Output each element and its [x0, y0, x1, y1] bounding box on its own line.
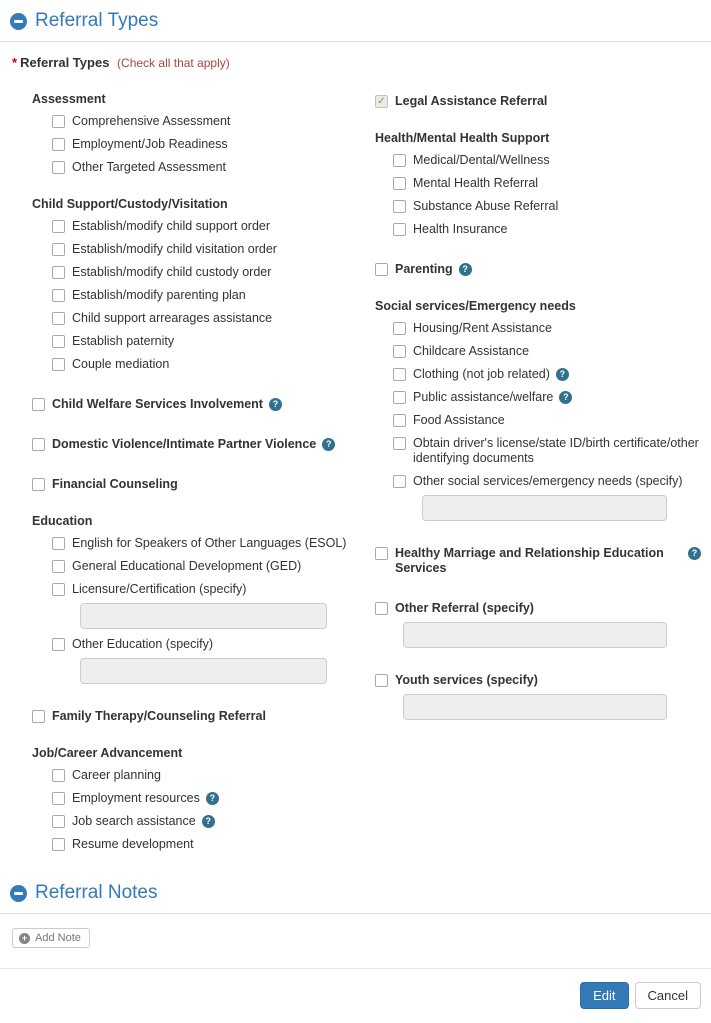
help-icon[interactable]: ? — [459, 263, 472, 276]
checkbox-label: Establish/modify child custody order — [72, 265, 272, 279]
checkbox-item — [375, 436, 701, 466]
checkbox[interactable] — [52, 138, 65, 151]
checkbox-label: Legal Assistance Referral — [395, 94, 548, 108]
checkbox-label: Other Targeted Assessment — [72, 160, 227, 174]
group-heading: Child Support/Custody/Visitation — [32, 197, 228, 211]
section-title: Referral Types — [35, 10, 159, 31]
help-icon[interactable]: ? — [322, 438, 335, 451]
checkbox-item — [32, 357, 375, 372]
checkbox-item — [375, 474, 701, 521]
checkbox-item — [32, 837, 375, 852]
specify-input[interactable] — [422, 495, 667, 521]
checkbox[interactable] — [52, 537, 65, 550]
form-footer — [0, 968, 711, 1023]
checkbox[interactable] — [393, 177, 406, 190]
checkbox[interactable] — [52, 583, 65, 596]
checkbox-item — [375, 321, 701, 336]
checkbox-label: General Educational Development (GED) — [72, 559, 302, 573]
checkbox-label: Parenting — [395, 262, 453, 276]
checkbox[interactable] — [52, 115, 65, 128]
checkbox-label: Housing/Rent Assistance — [413, 321, 552, 335]
checkbox-item — [375, 176, 701, 191]
checkbox-item — [375, 153, 701, 168]
checkbox-label: Family Therapy/Counseling Referral — [52, 709, 266, 723]
checkbox[interactable] — [52, 312, 65, 325]
group-heading: Social services/Emergency needs — [375, 299, 576, 313]
checkbox[interactable] — [52, 161, 65, 174]
checkbox[interactable] — [375, 547, 388, 560]
collapse-icon[interactable] — [10, 13, 27, 30]
checkbox-label: English for Speakers of Other Languages (ESOL) — [72, 536, 347, 550]
checkbox[interactable] — [393, 154, 406, 167]
checkbox-item — [32, 536, 375, 551]
checkbox[interactable]: ✓ — [375, 95, 388, 108]
checkbox-item — [375, 546, 701, 576]
checkbox-label: Food Assistance — [413, 413, 505, 427]
edit-button[interactable]: Edit — [580, 982, 628, 1009]
checkbox[interactable] — [52, 335, 65, 348]
cancel-button[interactable]: Cancel — [635, 982, 701, 1009]
checkbox-label: Clothing (not job related) — [413, 367, 550, 381]
help-icon[interactable]: ? — [559, 391, 572, 404]
checkbox-label: Job search assistance — [72, 814, 196, 828]
help-icon[interactable]: ? — [202, 815, 215, 828]
checkbox-label: Other Education (specify) — [72, 637, 214, 651]
checkbox-label: Child support arrearages assistance — [72, 311, 273, 325]
checkbox-label: Other Referral (specify) — [395, 601, 534, 615]
checkbox[interactable] — [393, 368, 406, 381]
help-icon[interactable]: ? — [206, 792, 219, 805]
checkbox[interactable] — [393, 391, 406, 404]
checkbox-item — [32, 265, 375, 280]
field-label: Referral Types — [20, 55, 110, 70]
checkbox-label: Substance Abuse Referral — [413, 199, 559, 213]
checkbox-item — [375, 390, 701, 405]
section-header-referral-notes — [0, 872, 711, 914]
checkbox[interactable] — [52, 358, 65, 371]
help-icon[interactable]: ? — [269, 398, 282, 411]
checkbox-label: Healthy Marriage and Relationship Education Services — [395, 546, 664, 575]
checkbox-item — [32, 637, 375, 684]
checkbox[interactable] — [52, 815, 65, 828]
specify-input[interactable] — [80, 603, 327, 629]
checkbox-label: Childcare Assistance — [413, 344, 530, 358]
checkbox-item — [32, 709, 375, 724]
required-field-row — [12, 55, 701, 70]
checkbox-item — [32, 814, 375, 829]
checkbox[interactable] — [32, 438, 45, 451]
checkbox-item — [375, 199, 701, 214]
checkbox-label: Establish/modify child visitation order — [72, 242, 277, 256]
checkbox[interactable] — [52, 792, 65, 805]
checkbox-item — [32, 397, 375, 412]
checkbox[interactable] — [52, 266, 65, 279]
checkbox[interactable] — [32, 478, 45, 491]
checkbox[interactable] — [375, 674, 388, 687]
checkbox-item — [375, 344, 701, 359]
checkbox-label: Comprehensive Assessment — [72, 114, 231, 128]
required-asterisk: * — [12, 55, 18, 70]
checkbox[interactable] — [393, 345, 406, 358]
specify-input[interactable] — [403, 694, 667, 720]
checkbox-item — [375, 222, 701, 237]
checkbox[interactable] — [52, 243, 65, 256]
checkbox[interactable] — [52, 289, 65, 302]
checkbox[interactable] — [52, 560, 65, 573]
checkbox[interactable] — [52, 220, 65, 233]
checkbox-item — [32, 160, 375, 175]
checkbox-label: Domestic Violence/Intimate Partner Violence — [52, 437, 317, 451]
group-heading: Education — [32, 514, 93, 528]
checkbox-label: Employment/Job Readiness — [72, 137, 228, 151]
group-heading: Health/Mental Health Support — [375, 131, 550, 145]
referral-notes-section — [0, 872, 711, 962]
checkbox-item — [32, 114, 375, 129]
checkbox[interactable] — [393, 322, 406, 335]
checkbox[interactable] — [52, 638, 65, 651]
checkbox-item — [32, 582, 375, 629]
checkbox-item — [375, 94, 701, 109]
checkbox-columns — [32, 78, 701, 852]
checkbox-label: Establish/modify parenting plan — [72, 288, 246, 302]
checkbox[interactable] — [393, 437, 406, 450]
checkbox-item — [32, 311, 375, 326]
checkbox-label: Mental Health Referral — [413, 176, 539, 190]
checkbox[interactable] — [32, 398, 45, 411]
checkbox[interactable] — [393, 200, 406, 213]
checkbox-label: Couple mediation — [72, 357, 170, 371]
checkbox-label: Youth services (specify) — [395, 673, 538, 687]
right-column — [375, 78, 701, 852]
help-icon[interactable]: ? — [556, 368, 569, 381]
checkbox-label: Establish paternity — [72, 334, 175, 348]
checkbox-label: Establish/modify child support order — [72, 219, 271, 233]
checkbox-label: Financial Counseling — [52, 477, 178, 491]
checkbox-label: Employment resources — [72, 791, 200, 805]
checkbox-label: Medical/Dental/Wellness — [413, 153, 550, 167]
checkbox[interactable] — [393, 223, 406, 236]
checkbox-label: Public assistance/welfare — [413, 390, 554, 404]
checkbox-label: Resume development — [72, 837, 194, 851]
checkbox[interactable] — [52, 769, 65, 782]
section-title: Referral Notes — [35, 882, 158, 903]
checkbox-label: Licensure/Certification (specify) — [72, 582, 247, 596]
checkbox-item — [32, 242, 375, 257]
checkbox-item — [375, 673, 701, 720]
checkbox[interactable] — [375, 263, 388, 276]
checkbox-item — [32, 791, 375, 806]
checkbox-item — [32, 137, 375, 152]
checkbox-label: Obtain driver's license/state ID/birth certificate/other identifying documents — [413, 436, 699, 465]
collapse-icon[interactable] — [10, 885, 27, 902]
checkbox-item — [375, 413, 701, 428]
checkbox-label: Child Welfare Services Involvement — [52, 397, 263, 411]
checkbox-item — [32, 768, 375, 783]
help-icon[interactable]: ? — [688, 547, 701, 560]
specify-input[interactable] — [403, 622, 667, 648]
checkbox[interactable] — [393, 475, 406, 488]
checkbox-item — [32, 559, 375, 574]
specify-input[interactable] — [80, 658, 327, 684]
field-hint: (Check all that apply) — [117, 56, 230, 70]
add-note-label: Add Note — [35, 932, 81, 944]
checkbox-item — [375, 262, 701, 277]
add-note-button[interactable] — [12, 928, 90, 948]
checkbox[interactable] — [32, 710, 45, 723]
section-header-referral-types — [0, 0, 711, 42]
checkbox-item — [375, 367, 701, 382]
checkbox[interactable] — [393, 414, 406, 427]
checkbox-item — [32, 437, 375, 452]
checkbox-item — [32, 219, 375, 234]
group-heading: Job/Career Advancement — [32, 746, 183, 760]
checkbox-label: Other social services/emergency needs (specify) — [413, 474, 683, 488]
group-heading: Assessment — [32, 92, 106, 106]
left-column — [32, 78, 375, 852]
checkbox-item — [32, 334, 375, 349]
checkbox-label: Health Insurance — [413, 222, 508, 236]
checkbox-label: Career planning — [72, 768, 161, 782]
checkbox-item — [32, 477, 375, 492]
checkbox[interactable] — [52, 838, 65, 851]
checkbox[interactable] — [375, 602, 388, 615]
checkbox-item — [32, 288, 375, 303]
checkbox-item — [375, 601, 701, 648]
plus-icon: + — [19, 933, 30, 944]
